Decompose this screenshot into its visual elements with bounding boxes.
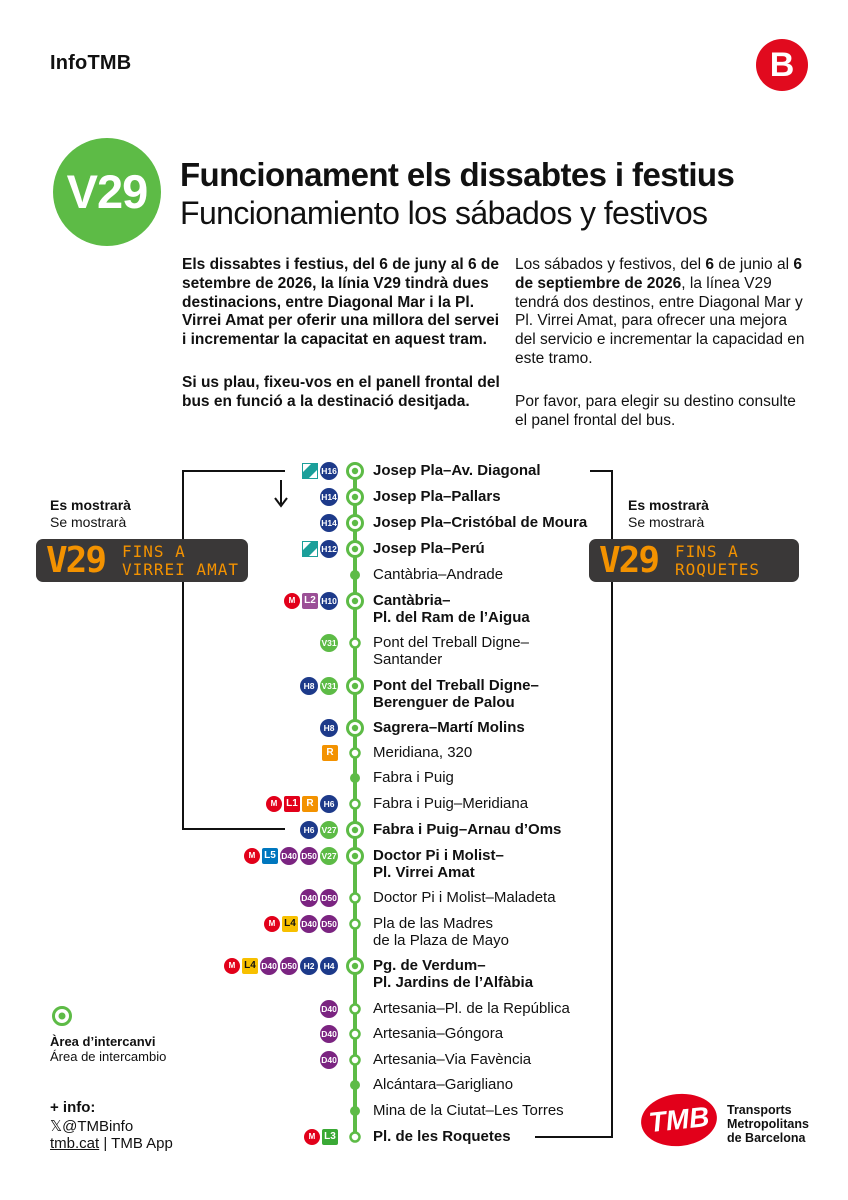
line-badge: V29 <box>53 138 161 246</box>
bus-line-badge: D40 <box>260 957 278 975</box>
display-left-dest-1: FINS A <box>122 542 186 561</box>
bus-line-badge: H10 <box>320 592 338 610</box>
title-spanish: Funcionamiento los sábados y festivos <box>180 195 708 231</box>
stop-name <box>373 769 454 786</box>
info-web-row <box>50 1135 173 1152</box>
stop-name <box>373 847 504 881</box>
stop-name-line-1: Josep Pla–Perú <box>373 540 485 557</box>
stop-name <box>373 1025 503 1042</box>
rail-line-badge: L5 <box>262 848 278 864</box>
bus-line-badge: H12 <box>320 540 338 558</box>
stop-name <box>373 540 485 557</box>
metro-icon: M <box>284 593 300 609</box>
web-link[interactable]: tmb.cat <box>50 1135 100 1152</box>
display-left-label-es: Se mostrarà <box>50 514 127 530</box>
bus-line-badge: H6 <box>300 821 318 839</box>
stop-name <box>373 915 509 949</box>
stop-name-line-1: Pont del Treball Digne– <box>373 634 529 651</box>
stop-name-line-1: Josep Pla–Pallars <box>373 488 501 505</box>
info-heading: + info: <box>50 1099 96 1116</box>
tram-icon <box>302 541 318 557</box>
stop-name <box>373 462 541 479</box>
tram-icon <box>302 463 318 479</box>
info-x-row <box>50 1117 133 1135</box>
stop-name <box>373 514 587 531</box>
tmb-name-line-1: Transports <box>727 1103 792 1117</box>
intro-spanish-2: Por favor, para elegir su destino consulte el panel frontal del bus. <box>515 393 796 429</box>
stop-name-line-1: Alcántara–Garigliano <box>373 1076 514 1093</box>
tmb-name <box>727 1103 809 1145</box>
display-right-line: V29 <box>599 540 659 581</box>
stop-name <box>373 1000 570 1017</box>
rail-line-badge: L1 <box>284 796 300 812</box>
metro-icon: M <box>266 796 282 812</box>
rail-line-badge: L4 <box>242 958 258 974</box>
bus-line-badge: H6 <box>320 795 338 813</box>
stop-name <box>373 677 539 711</box>
title-catalan: Funcionament els dissabtes i festius <box>180 156 735 193</box>
stop-name <box>373 889 556 906</box>
bus-line-badge: D40 <box>300 889 318 907</box>
intro-spanish-1: Los sábados y festivos, del 6 de junio al 6 de septiembre de 2026, la línea V29 tendrá dos destinos, entre Diagonal Mar y Pl. Virrei Amat, para ofrecer una mejora del servicio e incrementar la capacidad en este tramo. <box>515 256 805 367</box>
stop-name-line-1: Josep Pla–Av. Diagonal <box>373 462 541 479</box>
metro-icon: M <box>244 848 260 864</box>
x-icon: 𝕏 <box>50 1118 63 1135</box>
tmb-name-line-2: Metropolitans <box>727 1117 809 1131</box>
tmb-name-line-3: de Barcelona <box>727 1131 806 1145</box>
bus-line-badge: D50 <box>280 957 298 975</box>
bus-line-badge: V27 <box>320 821 338 839</box>
app-label: TMB App <box>111 1135 173 1152</box>
stop-name <box>373 821 561 838</box>
bus-logo: B <box>756 39 808 91</box>
intro-catalan-2: Si us plau, fixeu-vos en el panell frontal del bus en funció a la destinació desitjada. <box>182 374 500 410</box>
bus-line-badge: D50 <box>320 889 338 907</box>
stop-name-line-1: Artesania–Via Favència <box>373 1051 532 1068</box>
bus-line-badge: H4 <box>320 957 338 975</box>
legend-spanish: Área de intercambio <box>50 1049 167 1064</box>
stop-name <box>373 1128 511 1145</box>
stop-name-line-1: Fabra i Puig–Arnau d’Oms <box>373 821 562 838</box>
stop-name-line-1: Fabra i Puig–Meridiana <box>373 795 529 812</box>
stop-name-line-2: Pl. del Ram de l’Aigua <box>373 609 530 626</box>
bus-line-badge: D40 <box>320 1000 338 1018</box>
display-left-dest-2: VIRREI AMAT <box>122 560 239 579</box>
stop-name-line-1: Mina de la Ciutat–Les Torres <box>373 1102 564 1119</box>
stop-name-line-1: Pl. de les Roquetes <box>373 1128 511 1145</box>
stop-name-line-2: de la Plaza de Mayo <box>373 932 509 949</box>
interchange-legend-icon <box>51 1005 73 1027</box>
bus-line-badge: V31 <box>320 634 338 652</box>
stop-name <box>373 719 525 736</box>
display-right-dest-2: ROQUETES <box>675 560 761 579</box>
bus-line-badge: D40 <box>320 1025 338 1043</box>
stop-name-line-2: Pl. Virrei Amat <box>373 864 475 881</box>
stop-name-line-1: Artesania–Góngora <box>373 1025 504 1042</box>
stop-name-line-1: Cantàbria–Andrade <box>373 566 504 583</box>
stop-name <box>373 795 528 812</box>
display-right-label-es: Se mostrarà <box>628 514 705 530</box>
bus-line-badge: H8 <box>320 719 338 737</box>
metro-icon: M <box>264 916 280 932</box>
stop-name-line-1: Pg. de Verdum– <box>373 957 486 974</box>
bus-line-badge: H2 <box>300 957 318 975</box>
display-right-label-ca: Es mostrarà <box>628 497 709 513</box>
stop-name <box>373 1102 564 1119</box>
bus-line-badge: H14 <box>320 488 338 506</box>
bus-line-badge: D40 <box>300 915 318 933</box>
display-left-line: V29 <box>46 540 106 581</box>
bus-line-badge: D40 <box>320 1051 338 1069</box>
bus-line-badge: H8 <box>300 677 318 695</box>
stop-name <box>373 592 530 626</box>
x-handle-link[interactable]: @TMBinfo <box>62 1118 134 1135</box>
tmb-logo: TMB <box>638 1090 719 1150</box>
stop-name-line-1: Cantàbria– <box>373 592 451 609</box>
bus-line-badge: V27 <box>320 847 338 865</box>
metro-icon: M <box>224 958 240 974</box>
stop-name <box>373 744 472 761</box>
stop-name <box>373 488 501 505</box>
stop-name-line-1: Sagrera–Martí Molins <box>373 719 525 736</box>
bus-line-badge: V31 <box>320 677 338 695</box>
stop-name-line-1: Pla de las Madres <box>373 915 494 932</box>
stop-name-line-1: Fabra i Puig <box>373 769 454 786</box>
brand-title: InfoTMB <box>50 52 132 74</box>
display-right-dest-1: FINS A <box>675 542 739 561</box>
bus-line-badge: H14 <box>320 514 338 532</box>
stop-name-line-1: Josep Pla–Cristóbal de Moura <box>373 514 588 531</box>
stop-name <box>373 634 529 668</box>
stop-name <box>373 566 503 583</box>
bus-line-badge: D50 <box>320 915 338 933</box>
stop-name <box>373 1051 531 1068</box>
rail-line-badge: L3 <box>322 1129 338 1145</box>
rail-line-badge: L2 <box>302 593 318 609</box>
stop-name <box>373 1076 513 1093</box>
bus-line-badge: H16 <box>320 462 338 480</box>
metro-icon: M <box>304 1129 320 1145</box>
intro-catalan-1: Els dissabtes i festius, del 6 de juny al 6 de setembre de 2026, la línia V29 tindrà dues destinacions, entre Diagonal Mar i la Pl. Virrei Amat per oferir una millora del servei i incrementar la capacitat en aquest tram. <box>182 256 500 349</box>
stop-name-line-1: Artesania–Pl. de la República <box>373 1000 570 1017</box>
stop-name-line-1: Pont del Treball Digne– <box>373 677 539 694</box>
rail-line-badge: R <box>302 796 318 812</box>
rail-line-badge: L4 <box>282 916 298 932</box>
stop-name-line-1: Doctor Pi i Molist–Maladeta <box>373 889 556 906</box>
stop-name-line-2: Pl. Jardins de l’Alfàbia <box>373 974 534 991</box>
info-separator: | <box>99 1135 112 1152</box>
bus-line-badge: D50 <box>300 847 318 865</box>
stop-name <box>373 957 533 991</box>
display-left-label-ca: Es mostrarà <box>50 497 131 513</box>
stop-name-line-1: Doctor Pi i Molist– <box>373 847 504 864</box>
legend-catalan: Àrea d’intercanvi <box>50 1034 156 1049</box>
rail-line-badge: R <box>322 745 338 761</box>
stop-name-line-2: Santander <box>373 651 443 668</box>
bus-line-badge: D40 <box>280 847 298 865</box>
stop-name-line-2: Berenguer de Palou <box>373 694 515 711</box>
stop-name-line-1: Meridiana, 320 <box>373 744 473 761</box>
